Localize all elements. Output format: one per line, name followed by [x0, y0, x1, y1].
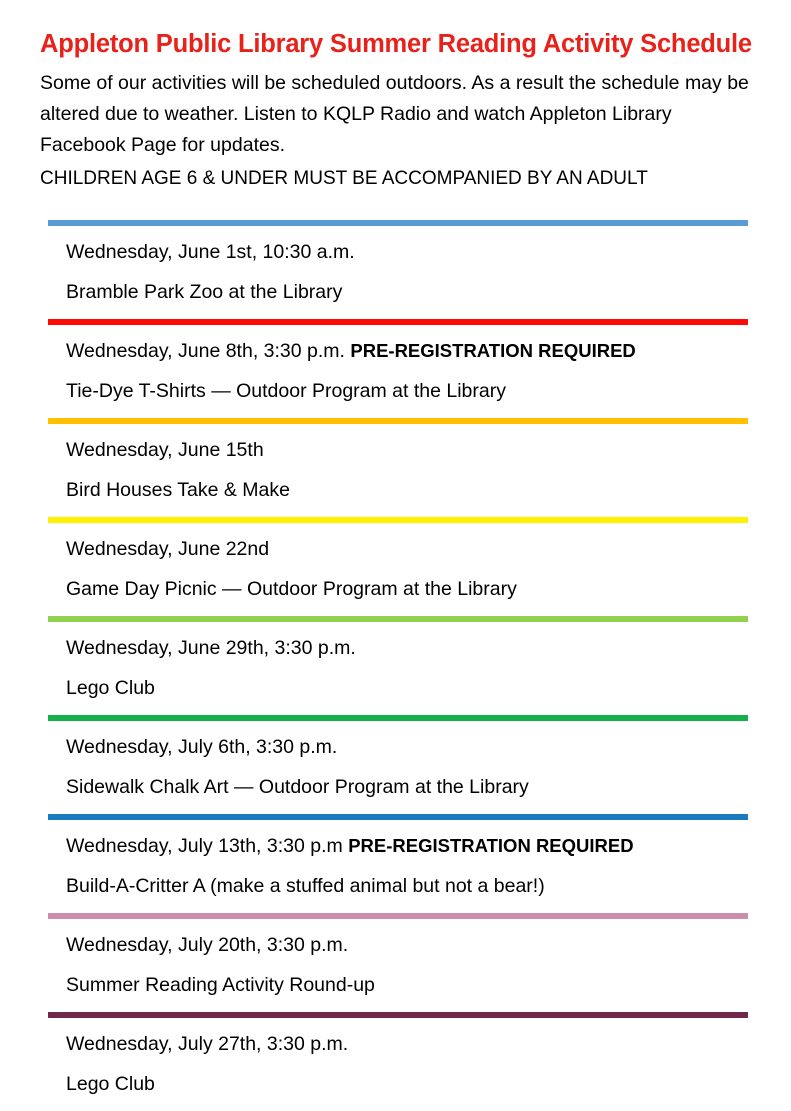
entry-activity: Lego Club [66, 677, 155, 700]
schedule-entry [48, 1018, 751, 1111]
age-notice: CHILDREN AGE 6 & UNDER MUST BE ACCOMPANIED BY AN ADULT [40, 168, 648, 190]
entry-activity: Game Day Picnic — Outdoor Program at the Library [66, 578, 517, 601]
schedule-entry [48, 919, 751, 1012]
pre-registration-tag: PRE-REGISTRATION REQUIRED [350, 340, 636, 362]
entry-date-text: Wednesday, July 20th, 3:30 p.m. [66, 934, 349, 957]
entry-date [66, 622, 751, 668]
entry-date-text: Wednesday, June 29th, 3:30 p.m. [66, 637, 356, 660]
pre-registration-tag: PRE-REGISTRATION REQUIRED [348, 835, 634, 857]
schedule-entry [48, 424, 751, 517]
entry-activity: Summer Reading Activity Round-up [66, 974, 375, 997]
entry-date [66, 919, 751, 965]
schedule-entry [48, 325, 751, 418]
schedule-list [38, 220, 751, 1111]
entry-date-text: Wednesday, July 6th, 3:30 p.m. [66, 736, 338, 759]
entry-date-text: Wednesday, July 13th, 3:30 p.m [66, 835, 343, 858]
entry-date [66, 523, 751, 569]
entry-activity: Sidewalk Chalk Art — Outdoor Program at the Library [66, 776, 529, 799]
schedule-entry [48, 523, 751, 616]
entry-activity: Bird Houses Take & Make [66, 479, 290, 502]
schedule-entry [48, 622, 751, 715]
entry-date-text: Wednesday, June 22nd [66, 538, 270, 561]
schedule-entry [48, 226, 751, 319]
entry-date-text: Wednesday, July 27th, 3:30 p.m. [66, 1033, 349, 1056]
schedule-entry [48, 721, 751, 814]
entry-activity: Tie-Dye T-Shirts — Outdoor Program at the Library [66, 380, 506, 403]
entry-date-text: Wednesday, June 15th [66, 439, 264, 462]
entry-date [66, 820, 751, 866]
entry-date-text: Wednesday, June 1st, 10:30 a.m. [66, 241, 355, 264]
entry-date [66, 325, 751, 371]
schedule-entry [48, 820, 751, 913]
entry-date [66, 721, 751, 767]
entry-date-text: Wednesday, June 8th, 3:30 p.m. [66, 340, 345, 363]
entry-activity: Bramble Park Zoo at the Library [66, 281, 343, 304]
entry-date [66, 424, 751, 470]
intro-paragraph: Some of our activities will be scheduled outdoors. As a result the schedule may be altered due to weather. Listen to KQLP Radio and watch Appleton Library Facebook Page for updates. [40, 72, 749, 157]
entry-date [66, 226, 751, 272]
page-title: Appleton Public Library Summer Reading Activity Schedule [40, 30, 752, 58]
entry-activity: Build-A-Critter A (make a stuffed animal but not a bear!) [66, 875, 545, 898]
entry-activity: Lego Club [66, 1073, 155, 1096]
entry-date [66, 1018, 751, 1064]
